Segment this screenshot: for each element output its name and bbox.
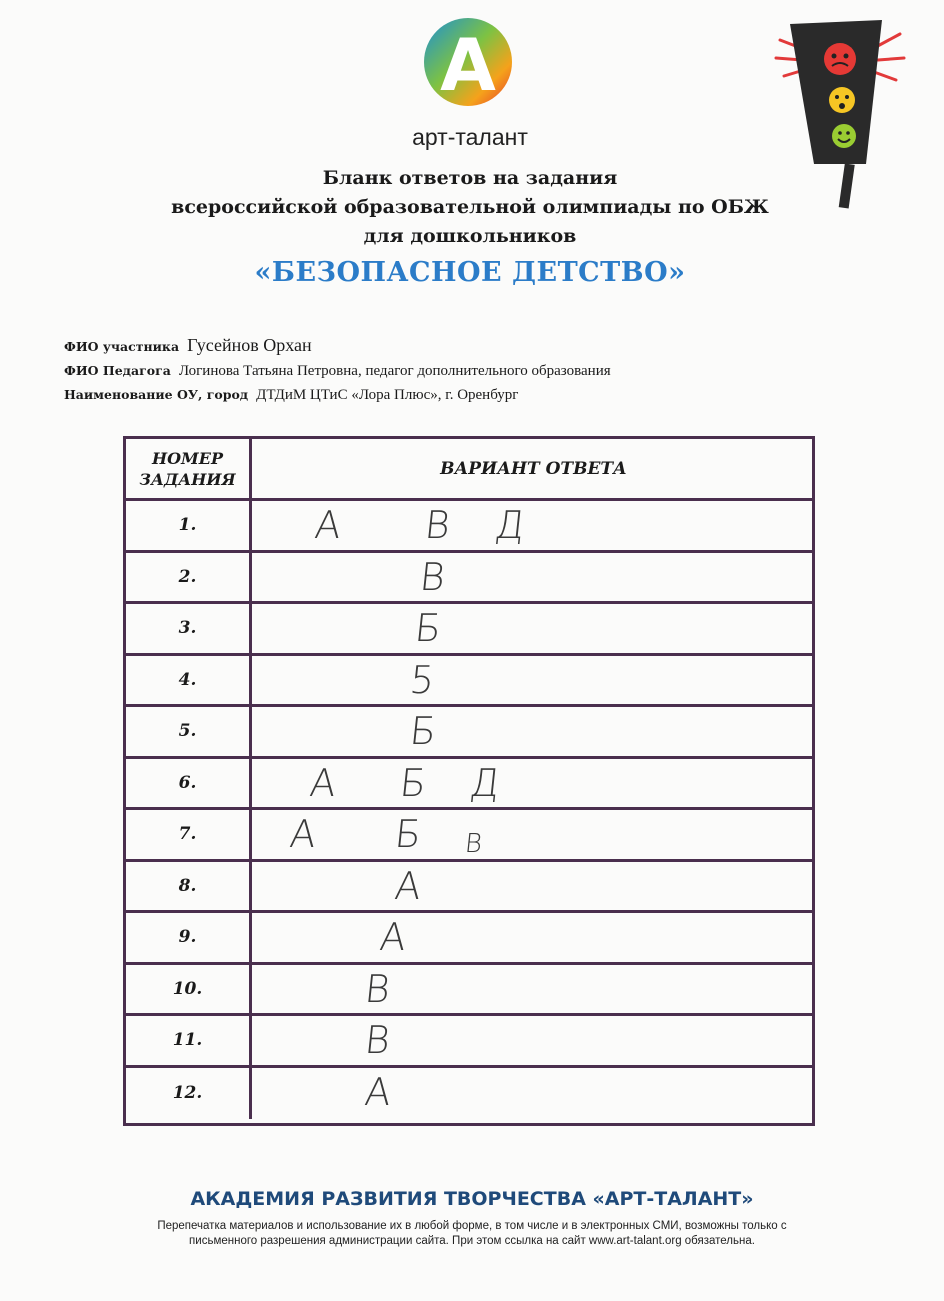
task-number: 9.: [126, 913, 252, 962]
form-title: [100, 164, 840, 293]
task-number: 2.: [126, 553, 252, 602]
participant-label: ФИО участника: [64, 339, 180, 354]
handwritten-answer: В: [362, 1018, 393, 1062]
handwritten-answer: В: [417, 554, 448, 599]
teacher-label: ФИО Педагога: [64, 363, 171, 378]
task-number: 7.: [126, 810, 252, 859]
answer-cell: [255, 913, 812, 962]
handwritten-answer: В: [422, 503, 453, 547]
organization-label: Наименование ОУ, город: [64, 387, 249, 402]
table-row: [126, 810, 812, 862]
table-row: [126, 759, 812, 811]
header-task-number: НОМЕР ЗАДАНИЯ: [126, 439, 252, 498]
answers-table: [123, 436, 815, 1126]
task-number: 6.: [126, 759, 252, 808]
footer-line-1: Перепечатка материалов и использование их в любой форме, в том числе и в электронных СМИ, возможны только с: [157, 1220, 787, 1232]
task-number: 3.: [126, 604, 252, 653]
handwritten-answer: В: [463, 829, 484, 859]
handwritten-answer: Д: [492, 503, 527, 547]
task-number: 8.: [126, 862, 252, 911]
table-row: [126, 913, 812, 965]
logo-letter: A: [440, 23, 496, 107]
footer-copyright: [80, 1219, 864, 1249]
table-row: [126, 656, 812, 708]
task-number: 11.: [126, 1016, 252, 1065]
answer-cell: [255, 1068, 812, 1120]
table-row: [126, 965, 812, 1017]
teacher-value: Логинова Татьяна Петровна, педагог дополнительного образования: [178, 363, 611, 379]
title-line-3: для дошкольников: [363, 225, 577, 247]
olympiad-name: «БЕЗОПАСНОЕ ДЕТСТВО»: [254, 257, 686, 288]
table-row: [126, 1016, 812, 1068]
handwritten-answer: А: [362, 1069, 394, 1114]
handwritten-answer: А: [392, 863, 424, 908]
handwritten-answer: Б: [392, 812, 424, 856]
title-line-1: Бланк ответов на задания: [322, 167, 618, 189]
header-answer-variant: ВАРИАНТ ОТВЕТА: [440, 458, 627, 479]
table-row: [126, 604, 812, 656]
table-row: [126, 862, 812, 914]
participant-info: [64, 334, 864, 407]
title-line-2: всероссийской образовательной олимпиады по ОБЖ: [171, 196, 769, 218]
answer-cell: [255, 810, 812, 859]
handwritten-answer: А: [287, 812, 319, 856]
task-number: 10.: [126, 965, 252, 1014]
footer-title: АКАДЕМИЯ РАЗВИТИЯ ТВОРЧЕСТВА «АРТ-ТАЛАНТ»: [190, 1188, 754, 1210]
handwritten-answer: Б: [397, 760, 429, 805]
answer-cell: [255, 656, 812, 705]
task-number: 5.: [126, 707, 252, 756]
task-number: 1.: [126, 501, 252, 550]
answer-cell: [255, 501, 812, 550]
handwritten-answer: Д: [467, 760, 502, 805]
table-row: [126, 707, 812, 759]
footer-line-2: письменного разрешения администрации сайта. При этом ссылка на сайт www.art-talant.org обязательна.: [189, 1235, 755, 1247]
task-number: 4.: [126, 656, 252, 705]
task-number: 12.: [126, 1068, 252, 1120]
handwritten-answer: В: [362, 966, 393, 1011]
answer-cell: [255, 553, 812, 602]
answer-cell: [255, 1016, 812, 1065]
participant-value: Гусейнов Орхан: [187, 335, 312, 355]
answer-cell: [255, 759, 812, 808]
table-row: [126, 501, 812, 553]
handwritten-answer: Б: [407, 709, 439, 753]
answer-cell: [255, 707, 812, 756]
table-row: [126, 1068, 812, 1120]
organization-value: ДТДиМ ЦТиС «Лора Плюс», г. Оренбург: [256, 387, 519, 403]
table-row: [126, 553, 812, 605]
handwritten-answer: А: [377, 915, 409, 959]
handwritten-answer: А: [307, 760, 339, 805]
answer-cell: [255, 965, 812, 1014]
brand-name: арт-талант: [412, 124, 528, 150]
handwritten-answer: 5: [407, 657, 437, 702]
handwritten-answer: А: [312, 503, 344, 547]
handwritten-answer: Б: [412, 606, 444, 650]
answer-cell: [255, 604, 812, 653]
art-talant-logo: [418, 10, 518, 110]
table-header-row: [126, 439, 812, 501]
answer-cell: [255, 862, 812, 911]
